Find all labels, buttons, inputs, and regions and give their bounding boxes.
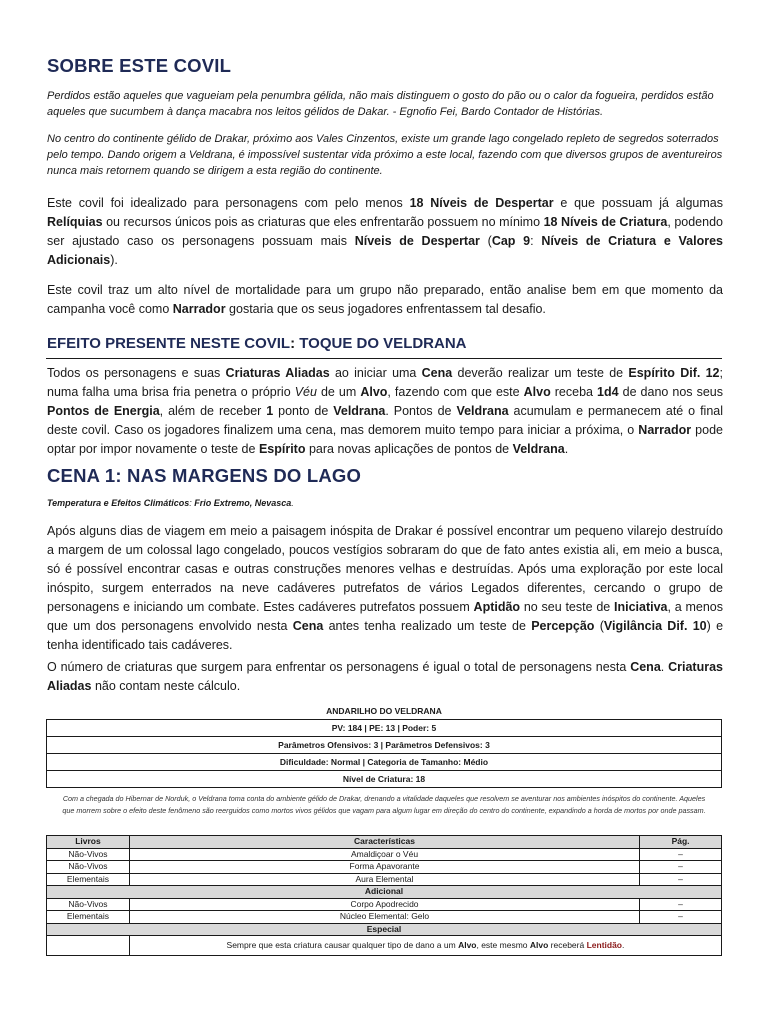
paragraph-creature-count: O número de criaturas que surgem para enfrentar os personagens é igual o total de personagens nesta Cena. Criaturas Aliadas não contam neste cálculo. (47, 660, 723, 693)
adicional-label: Adicional (47, 886, 722, 899)
cell-pagina: – (640, 861, 722, 874)
col-header-livros: Livros (47, 836, 130, 849)
especial-label: Especial (47, 923, 722, 936)
paragraph-mortality: Este covil traz um alto nível de mortalidade para um grupo não preparado, então analise bem em que momento da campanha você como Narrador gostaria que os seus jogadores enfrentassem tal desafio. (47, 283, 723, 316)
intro-text: No centro do continente gélido de Drakar, próximo aos Vales Cinzentos, existe um grande lago congelado repleto de segredos soterrados pelo tempo. Dando origem a Veldrana, é impossível sustentar vida próximo a este local, fazendo com que diversos grupos de aventureiros nunca mais retornem quando se dirigem a esta região do continente. (47, 133, 723, 177)
col-header-pag: Pág. (640, 836, 722, 849)
climate-line: Temperatura e Efeitos Climáticos: Frio Extremo, Nevasca. (47, 498, 294, 508)
stat-row-pv: PV: 184 | PE: 13 | Poder: 5 (47, 720, 722, 737)
table-row (47, 898, 722, 911)
paragraph-level-requirements: Este covil foi idealizado para personagens com pelo menos 18 Níveis de Despertar e que possuam já algumas Relíquias ou recursos únicos pois as criaturas que eles enfrentarão possuem no mínimo 18 Níveis de Criatura, podendo ser ajustado caso os personagens possuam mais Níveis de Despertar (Cap 9: Níveis de Criatura e Valores Adicionais). (47, 196, 723, 267)
creature-name: ANDARILHO DO VELDRANA (47, 703, 722, 720)
cell-caracteristica: Aura Elemental (129, 873, 639, 886)
cell-caracteristica: Forma Apavorante (129, 861, 639, 874)
section-heading-cena: CENA 1: NAS MARGENS DO LAGO (47, 465, 362, 486)
heading-rule (46, 358, 722, 359)
section-heading-covil: SOBRE ESTE COVIL (47, 55, 232, 76)
creature-lore: Com a chegada do Hibernar de Norduk, o Veldrana toma conta do ambiente gélido de Drakar, drenando a vitalidade daqueles que resolvem se aventurar nos ambientes inóspitos do continente. Aqueles que morrem sobre o efeito deste fenômeno são reerguidos como mortos vivos gélidos que vagam para algum lugar em direção do centro do continente, expandindo a horda de mortos por onde passam. (62, 794, 706, 815)
cell-livro: Não-Vivos (47, 861, 130, 874)
cell-pagina: – (640, 911, 722, 924)
table-row (47, 861, 722, 874)
features-header-row (47, 836, 722, 849)
col-header-caracteristicas: Características (129, 836, 639, 849)
cell-pagina: – (640, 848, 722, 861)
creature-stat-block (46, 703, 722, 788)
cell-livro: Elementais (47, 873, 130, 886)
cell-pagina: – (640, 898, 722, 911)
cell-livro: Não-Vivos (47, 898, 130, 911)
especial-row (47, 936, 722, 956)
stat-row-parametros: Parâmetros Ofensivos: 3 | Parâmetros Defensivos: 3 (47, 737, 722, 754)
table-row (47, 911, 722, 924)
cell-caracteristica: Amaldiçoar o Véu (129, 848, 639, 861)
especial-text: Sempre que esta criatura causar qualquer tipo de dano a um Alvo, este mesmo Alvo receberá Lentidão. (129, 936, 721, 956)
table-row (47, 873, 722, 886)
cell-pagina: – (640, 873, 722, 886)
creature-features-table (46, 835, 722, 956)
especial-header-row (47, 923, 722, 936)
stat-row-nivel: Nível de Criatura: 18 (47, 771, 722, 788)
paragraph-efeito: Todos os personagens e suas Criaturas Aliadas ao iniciar uma Cena deverão realizar um teste de Espírito Dif. 12; numa falha uma brisa fria penetra o próprio Véu de um Alvo, fazendo com que este Alvo receba 1d4 de dano nos seus Pontos de Energia, além de receber 1 ponto de Veldrana. Pontos de Veldrana acumulam e permanecem até o final deste covil. Caso os jogadores finalizem uma cena, mas demorem muito tempo para iniciar a próxima, o Narrador pode optar por impor novamente o teste de Espírito para novas aplicações de pontos de Veldrana. (47, 366, 724, 456)
paragraph-cena-description: Após alguns dias de viagem em meio a paisagem inóspita de Drakar é possível encontrar um pequeno vilarejo destruído a margem de um colossal lago congelado, poucos vestígios sobraram do que de fato antes existia ali, em meio a busca, só é possível encontrar casas e outras construções menores velhas e destruídas. Após uma exploração por este local inóspito, surgem enterrados na neve cadáveres putrefatos de vários Legados diferentes, cercando o grupo de personagens e iniciando um combate. Estes cadáveres putrefatos possuem Aptidão no seu teste de Iniciativa, a menos que um dos personagens envolvido nesta Cena antes tenha realizado um teste de Percepção (Vigilância Dif. 10) e tenha identificado tais cadáveres. (47, 524, 724, 652)
stat-row-dificuldade: Dificuldade: Normal | Categoria de Tamanho: Médio (47, 754, 722, 771)
cell-livro: Não-Vivos (47, 848, 130, 861)
table-row (47, 848, 722, 861)
cell-livro: Elementais (47, 911, 130, 924)
cell-caracteristica: Corpo Apodrecido (129, 898, 639, 911)
quote-text: Perdidos estão aqueles que vagueiam pela penumbra gélida, não mais distinguem o gosto do pão ou o calor da fogueira, perdidos estão aqueles que sucumbem à dança macabra nos leitos gélidos de Dakar. - Egnofio Fei, Bardo Contador de Histórias. (47, 90, 714, 118)
cell-livro-empty (47, 936, 130, 956)
section-heading-efeito: EFEITO PRESENTE NESTE COVIL: TOQUE DO VELDRANA (47, 335, 467, 352)
adicional-header-row (47, 886, 722, 899)
cell-caracteristica: Núcleo Elemental: Gelo (129, 911, 639, 924)
